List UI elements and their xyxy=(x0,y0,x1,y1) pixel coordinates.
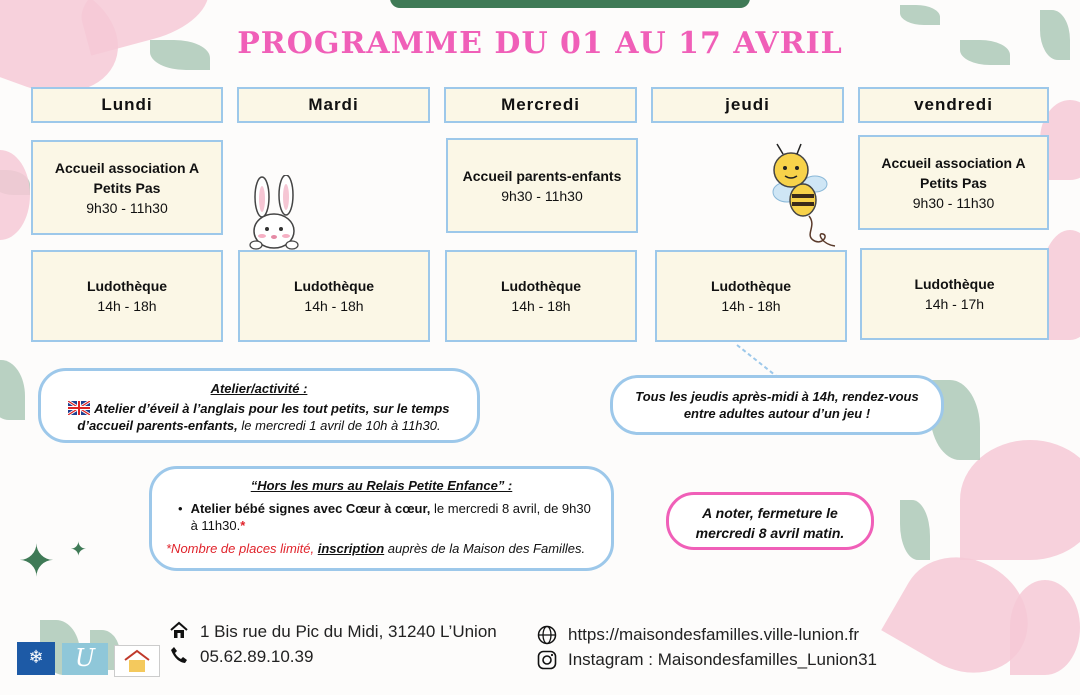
hors-les-murs-heading: “Hors les murs au Relais Petite Enfance” : xyxy=(250,478,513,493)
activity-time: 14h - 18h xyxy=(97,298,157,314)
instagram-icon xyxy=(537,650,557,675)
atelier-detail: le mercredi 1 avril de 10h à 11h30. xyxy=(237,418,441,433)
activity-name: Accueil association A Petits Pas xyxy=(54,159,200,196)
activity-name: Ludothèque xyxy=(710,278,792,294)
fermeture-box xyxy=(666,492,874,550)
afternoon-card-mardi xyxy=(238,250,430,342)
caf-logo: ❄ xyxy=(17,642,55,675)
bunny-icon xyxy=(240,175,305,250)
morning-card-mercredi xyxy=(446,138,638,233)
activity-time: 9h30 - 11h30 xyxy=(501,187,583,204)
atelier-bebe-detail: le mercredi 8 avril, de 9h30 à 11h30. xyxy=(190,501,591,533)
activity-name: Accueil association A Petits Pas xyxy=(881,154,1026,191)
globe-icon xyxy=(537,625,557,650)
address-text: 1 Bis rue du Pic du Midi, 31240 L’Union xyxy=(200,622,497,641)
phone-icon xyxy=(170,646,188,669)
atelier-heading: Atelier/activité : xyxy=(210,381,308,396)
sparkle-icon-small: ✦ xyxy=(70,539,87,561)
places-note-start: *Nombre de places limité, xyxy=(166,541,318,556)
lunion-logo: U xyxy=(62,643,108,675)
afternoon-card-vendredi xyxy=(860,248,1049,340)
website-link[interactable]: https://maisondesfamilles.ville-lunion.fr xyxy=(568,625,860,644)
bullet: • xyxy=(178,501,183,516)
activity-time: 14h - 18h xyxy=(511,298,571,314)
activity-name: Ludothèque xyxy=(293,278,375,294)
fermeture-text: A noter, fermeture le mercredi 8 avril matin. xyxy=(695,505,845,541)
atelier-title: Atelier d’éveil à l’anglais pour les tout petits, sur le temps d’accueil parents-enfants, xyxy=(77,401,450,433)
day-header-mardi: Mardi xyxy=(237,87,430,123)
activity-time: 14h - 18h xyxy=(304,298,364,314)
afternoon-card-mercredi xyxy=(445,250,637,342)
day-header-jeudi: jeudi xyxy=(651,87,844,123)
morning-card-lundi xyxy=(31,140,223,235)
activity-name: Ludothèque xyxy=(914,276,995,292)
afternoon-card-jeudi xyxy=(655,250,847,342)
jeudi-note-box xyxy=(610,375,944,435)
atelier-info-box xyxy=(38,368,480,443)
day-header-mercredi: Mercredi xyxy=(444,87,637,123)
atelier-bebe-title: Atelier bébé signes avec Cœur à cœur, xyxy=(190,501,431,516)
activity-time: 14h - 18h xyxy=(721,298,781,314)
hors-les-murs-box xyxy=(149,466,614,571)
sparkle-icon: ✦ xyxy=(18,537,55,586)
phone-link[interactable]: 05.62.89.10.39 xyxy=(200,647,314,666)
activity-time: 14h - 17h xyxy=(924,296,985,312)
activity-name: Ludothèque xyxy=(86,278,168,294)
morning-card-vendredi xyxy=(858,135,1049,230)
jeudi-note-text: Tous les jeudis après-midi à 14h, rendez-vous entre adultes autour d’un jeu ! xyxy=(635,389,919,421)
inscription-text: inscription xyxy=(317,541,385,556)
maison-des-familles-logo xyxy=(114,645,160,677)
bee-icon xyxy=(765,140,845,252)
day-header-vendredi: vendredi xyxy=(858,87,1049,123)
activity-name: Accueil parents-enfants xyxy=(462,167,622,184)
uk-flag-icon xyxy=(68,401,90,415)
top-banner-bar xyxy=(390,0,750,8)
instagram-link[interactable]: Instagram : Maisondesfamilles_Lunion31 xyxy=(568,650,878,669)
asterisk-mark: * xyxy=(240,518,246,533)
activity-time: 9h30 - 11h30 xyxy=(86,199,168,216)
afternoon-card-lundi xyxy=(31,250,223,342)
day-header-lundi: Lundi xyxy=(31,87,223,123)
places-note-end: auprès de la Maison des Familles. xyxy=(384,541,586,556)
page-title: PROGRAMME DU 01 AU 17 AVRIL xyxy=(237,26,843,61)
activity-time: 9h30 - 11h30 xyxy=(912,194,995,211)
home-icon xyxy=(170,621,188,644)
activity-name: Ludothèque xyxy=(500,278,582,294)
